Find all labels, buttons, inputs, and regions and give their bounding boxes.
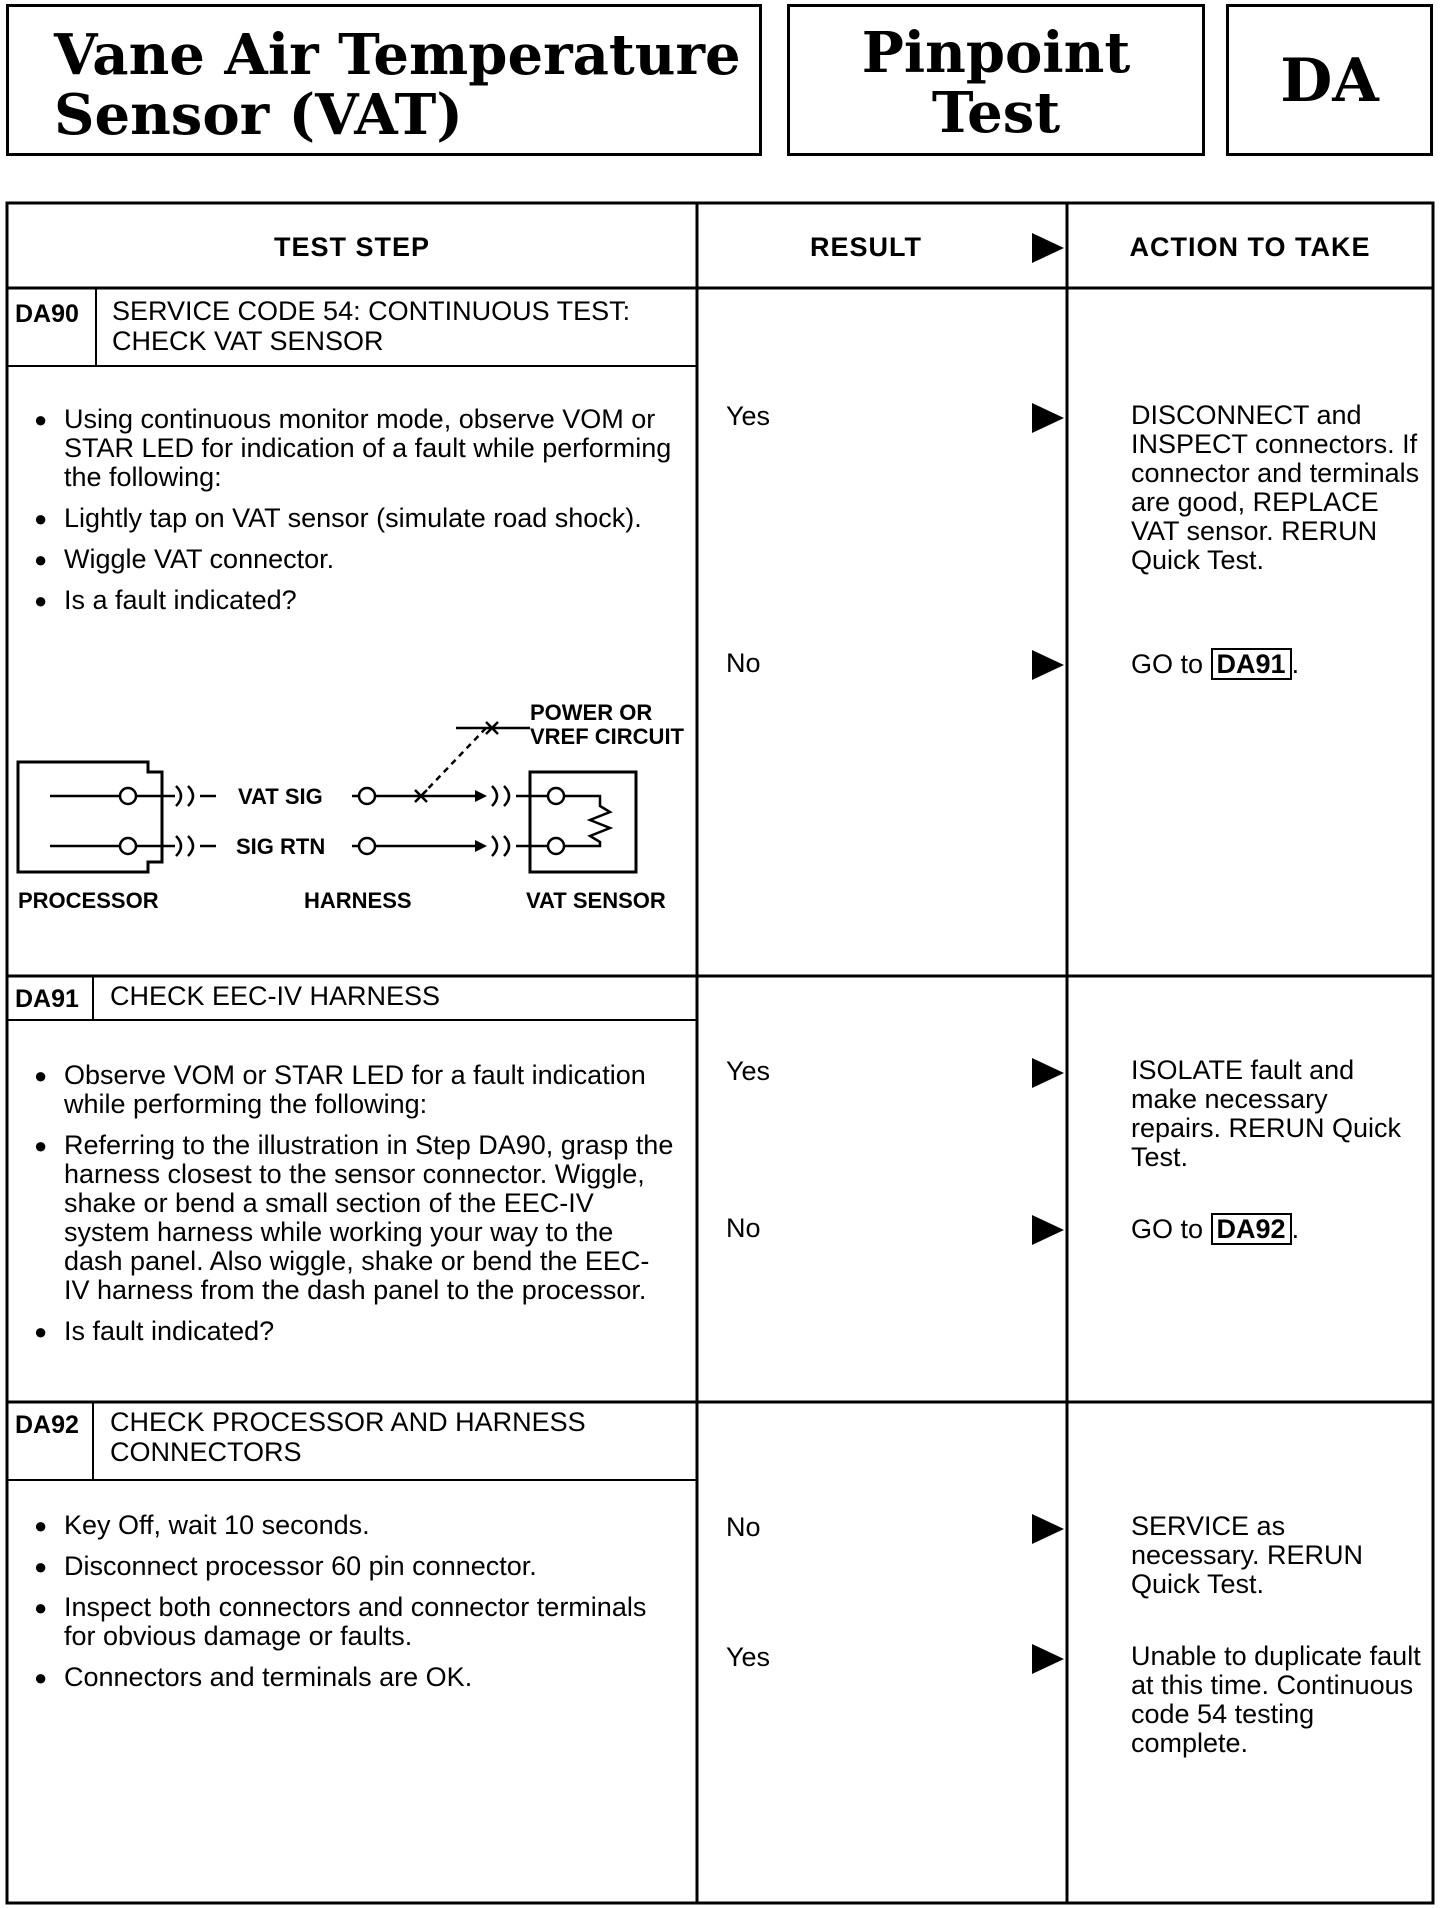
diagram-power-label-2: VREF CIRCUIT — [530, 724, 684, 749]
list-item: ● Is fault indicated? — [34, 1317, 674, 1346]
goto-da91-link[interactable]: DA91 — [1211, 648, 1292, 680]
arrow-icon — [1030, 1055, 1066, 1091]
list-item: ● Observe VOM or STAR LED for a fault indication while performing the following: — [34, 1061, 674, 1119]
test-type-line1: Pinpoint — [861, 20, 1131, 86]
diagram-sig-rtn-label: SIG RTN — [236, 834, 326, 859]
action-da91-no: GO to DA92 . — [1131, 1214, 1300, 1244]
step-code-da90: DA90 — [15, 300, 79, 328]
vat-sensor-box — [530, 772, 636, 872]
step-code-da92: DA92 — [15, 1411, 79, 1439]
action-da91-yes: ISOLATE fault and make necessary repairs. RERUN Quick Test. — [1131, 1055, 1402, 1172]
step-title-da91: CHECK EEC-IV HARNESS — [110, 981, 441, 1011]
arrow-icon — [1030, 647, 1066, 683]
step-title-da92: CHECK PROCESSOR AND HARNESS CONNECTORS — [110, 1407, 586, 1467]
list-item: ● Wiggle VAT connector. — [34, 545, 674, 574]
goto-da92-link[interactable]: DA92 — [1211, 1213, 1292, 1245]
vat-wiring-diagram — [0, 690, 697, 920]
arrow-icon — [1030, 1511, 1066, 1547]
step-bullets-da90 — [34, 405, 674, 627]
action-da90-yes: DISCONNECT and INSPECT connectors. If connector and terminals are good, REPLACE VAT sensor. RERUN Quick Test. — [1131, 400, 1420, 575]
col-header-result: RESULT — [810, 232, 922, 262]
step-bullets-da92 — [34, 1511, 674, 1704]
diagram-processor-label: PROCESSOR — [18, 888, 159, 913]
test-code: DA — [1280, 46, 1379, 116]
action-da90-no: GO to DA91 . — [1131, 649, 1300, 679]
test-type-line2: Test — [931, 80, 1061, 146]
list-item: ● Key Off, wait 10 seconds. — [34, 1511, 674, 1540]
list-item: ● Connectors and terminals are OK. — [34, 1663, 674, 1692]
list-item: ● Using continuous monitor mode, observe VOM or STAR LED for indication of a fault while performing the following: — [34, 405, 674, 492]
diagram-vat-sensor-label: VAT SENSOR — [526, 888, 666, 913]
arrow-icon — [1030, 400, 1066, 436]
result-da91-no: No — [726, 1213, 761, 1243]
list-item: ● Is a fault indicated? — [34, 586, 674, 615]
step-title-da90: SERVICE CODE 54: CONTINUOUS TEST: CHECK VAT SENSOR — [112, 296, 631, 356]
processor-box — [18, 762, 162, 872]
step-code-da91: DA91 — [15, 985, 79, 1013]
result-da91-yes: Yes — [726, 1056, 771, 1086]
diagram-power-label-1: POWER OR — [530, 700, 653, 725]
list-item: ● Referring to the illustration in Step DA90, grasp the harness closest to the sensor connector. Wiggle, shake or bend a small section of the EEC-IV system harness while working your way to the dash panel. Also wiggle, shake or bend the EEC-IV harness from the dash panel to the processor. — [34, 1131, 674, 1305]
result-da92-no: No — [726, 1512, 761, 1542]
arrow-icon — [1030, 1212, 1066, 1248]
result-da92-yes: Yes — [726, 1642, 771, 1672]
page-title-line2: Sensor (VAT) — [54, 82, 463, 148]
result-da90-yes: Yes — [726, 401, 771, 431]
list-item: ● Lightly tap on VAT sensor (simulate road shock). — [34, 504, 674, 533]
result-arrow-icon — [1032, 233, 1064, 263]
diagram-vat-sig-label: VAT SIG — [238, 784, 323, 809]
col-header-action: ACTION TO TAKE — [1129, 232, 1371, 262]
list-item: ● Inspect both connectors and connector terminals for obvious damage or faults. — [34, 1593, 674, 1651]
action-da92-no: SERVICE as necessary. RERUN Quick Test. — [1131, 1511, 1364, 1599]
arrow-icon — [1030, 1641, 1066, 1677]
list-item: ● Disconnect processor 60 pin connector. — [34, 1552, 674, 1581]
diagram-harness-label: HARNESS — [304, 888, 412, 913]
step-bullets-da91 — [34, 1061, 674, 1358]
page-title-line1: Vane Air Temperature — [54, 22, 741, 88]
col-header-test-step: TEST STEP — [273, 232, 431, 262]
result-da90-no: No — [726, 648, 761, 678]
action-da92-yes: Unable to duplicate fault at this time. Continuous code 54 testing complete. — [1131, 1641, 1421, 1758]
